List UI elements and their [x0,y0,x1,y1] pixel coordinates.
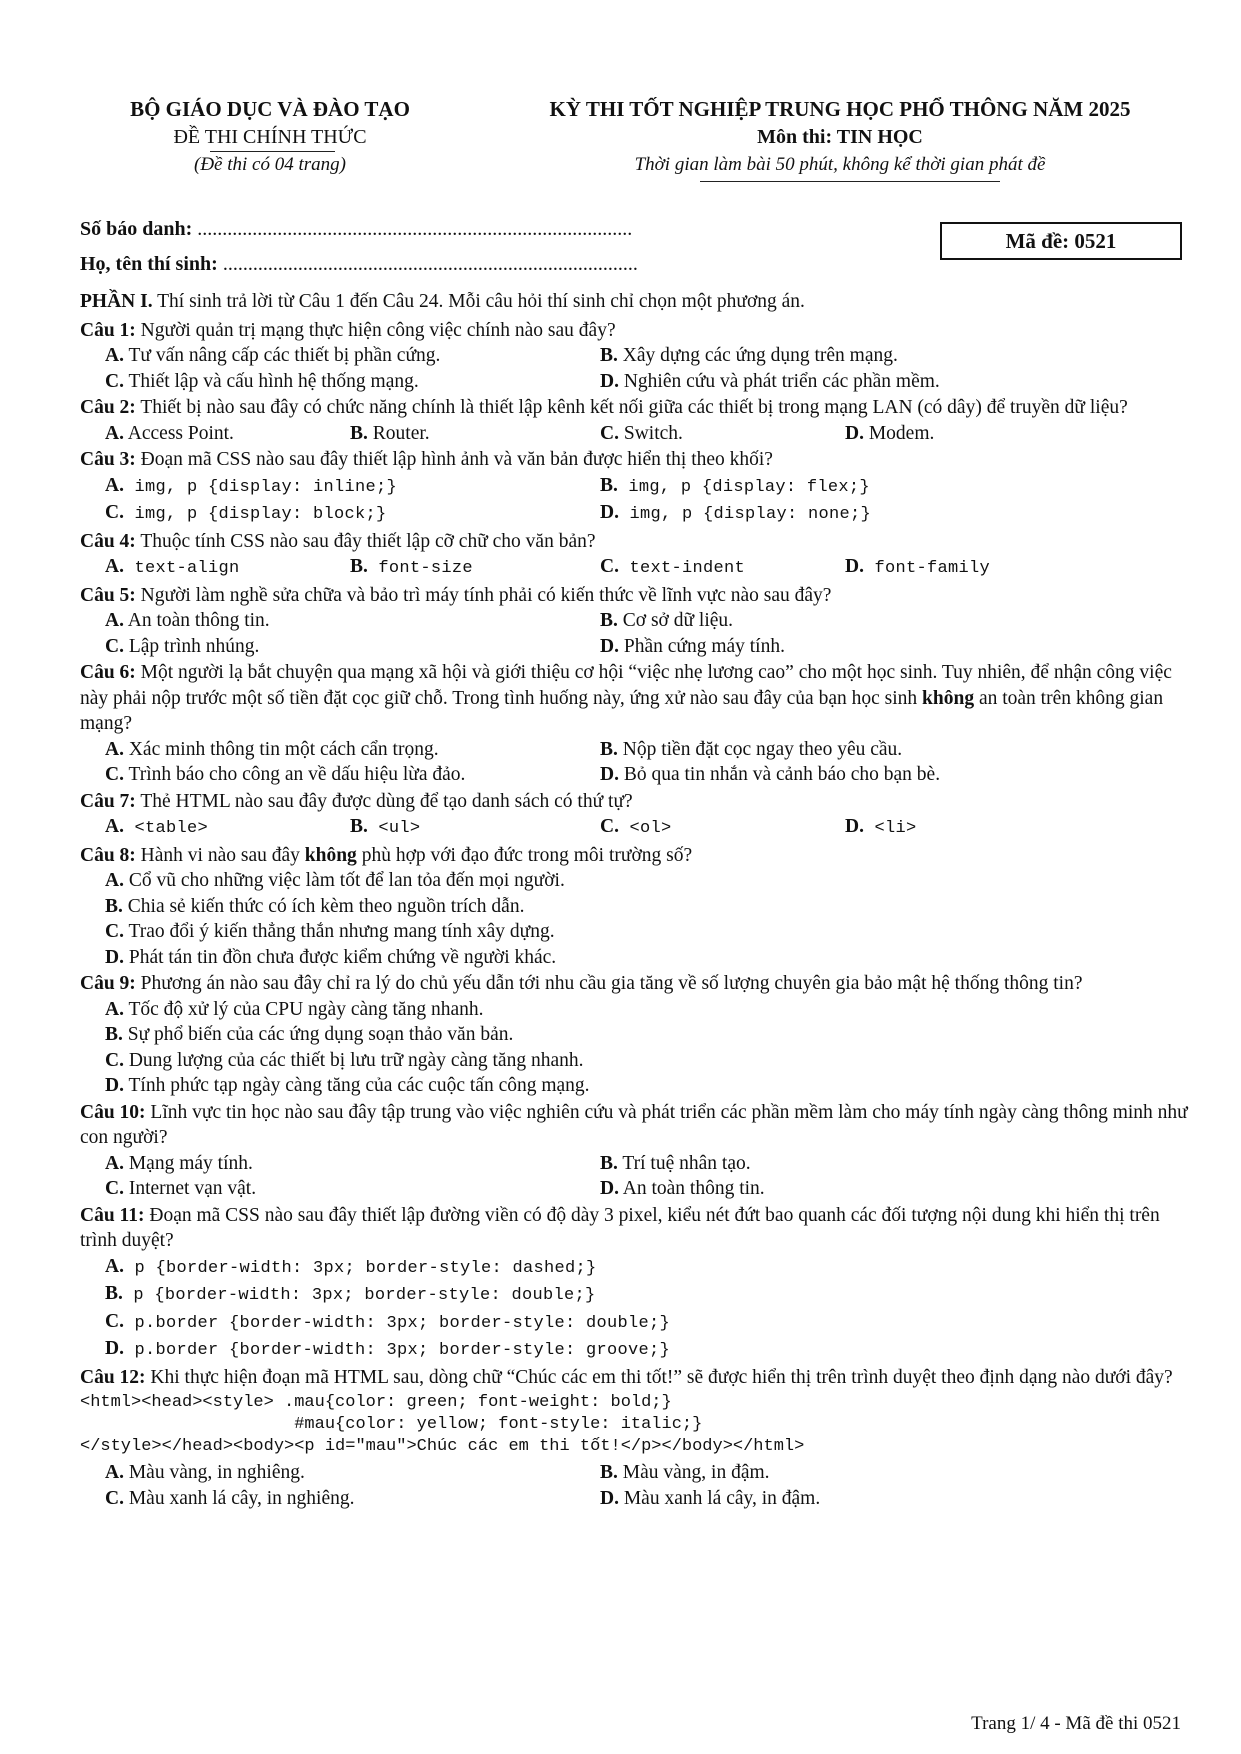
answer-option [105,1048,1105,1074]
option-letter: C. [600,422,619,444]
answer-option [105,1309,1105,1337]
option-text: text-align [123,559,240,578]
option-text: <ul> [367,819,421,838]
option-text: Màu vàng, in nghiêng. [123,1462,305,1483]
option-text: Internet vạn vật. [123,1178,257,1199]
option-letter: A. [105,345,124,366]
answer-option [105,814,350,842]
options-grid [80,473,1190,528]
exam-code-label: Mã đề: [1005,228,1070,253]
question-stem [80,529,1190,555]
option-text: Phát tán tin đồn chưa được kiểm chứng về người khác. [123,946,557,968]
answer-option [105,473,600,501]
question-text: Khi thực hiện đoạn mã HTML sau, dòng chữ “Chúc các em thi tốt!” sẽ được hiển thị trên trình duyệt theo định dạng nào dưới đây? [145,1366,1173,1388]
answer-option [600,608,1100,634]
option-text: img, p {display: none;} [618,505,872,524]
option-letter: C. [105,635,124,657]
option-text: <li> [863,819,917,838]
question-text: Phương án nào sau đây chỉ ra lý do chủ yếu dẫn tới nhu cầu gia tăng về số lượng chuyên gia bảo mật hệ thống thông tin? [135,973,1083,994]
question-emphasis: không [304,844,357,866]
question-stem [80,1100,1190,1151]
answer-option [600,343,1100,369]
option-letter: D. [600,502,619,523]
question-stem [80,660,1190,737]
option-text: Trao đổi ý kiến thẳng thắn nhưng mang tính xây dựng. [123,921,555,942]
option-letter: B. [600,610,618,631]
option-text: An toàn thông tin. [618,1178,765,1199]
question-number: Câu 9: [80,973,136,994]
option-text: Trình báo cho công an về dấu hiệu lừa đảo. [123,764,466,785]
question-stem [80,789,1190,815]
option-text: Bỏ qua tin nhắn và cảnh báo cho bạn bè. [618,764,941,785]
option-letter: B. [350,816,368,837]
ministry-name: BỘ GIÁO DỤC VÀ ĐÀO TẠO [130,97,410,121]
question [80,583,1190,660]
exam-title: KỲ THI TỐT NGHIỆP TRUNG HỌC PHỔ THÔNG NĂM 2025 [549,97,1131,121]
question-number: Câu 10: [80,1101,146,1123]
option-text: Thiết lập và cấu hình hệ thống mạng. [123,370,419,392]
question [80,1365,1190,1512]
option-letter: C. [105,502,124,523]
option-text: Màu vàng, in đậm. [617,1462,770,1483]
option-text: Xây dựng các ứng dụng trên mạng. [617,345,898,366]
option-text: p.border {border-width: 3px; border-style: groove;} [123,1341,671,1360]
answer-option [845,554,1095,582]
question-text: Thiết bị nào sau đây có chức năng chính là thiết lập kênh kết nối giữa các thiết bị trong mạng LAN (có dây) để truyền dữ liệu? [135,397,1128,418]
question-stem [80,318,1190,344]
answer-option [105,554,350,582]
option-letter: D. [600,1178,619,1199]
option-letter: B. [600,474,618,496]
answer-option [600,473,1100,501]
question-number: Câu 2: [80,397,136,418]
option-letter: C. [600,816,619,837]
option-letter: D. [845,816,864,837]
question-emphasis: không [922,687,975,709]
part-instruction: Thí sinh trả lời từ Câu 1 đến Câu 24. Mỗi câu hỏi thí sinh chỉ chọn một phương án. [152,291,805,312]
question-stem [80,843,1190,869]
option-letter: A. [105,474,124,496]
exam-type: ĐỀ THI CHÍNH THỨC [173,126,367,148]
question [80,971,1190,1099]
option-letter: B. [600,1462,618,1483]
option-letter: B. [105,1283,123,1304]
answer-option [105,919,1105,945]
option-text: Modem. [863,422,935,444]
option-letter: A. [105,422,124,444]
options-grid [80,868,1190,970]
option-text: Router. [367,422,430,444]
option-letter: A. [105,556,124,577]
question-text: Hành vi nào sau đây [135,844,305,866]
header-divider-right [700,181,1000,182]
question-text: Thẻ HTML nào sau đây được dùng để tạo danh sách có thứ tự? [135,790,633,812]
option-text: Chia sẻ kiến thức có ích kèm theo nguồn trích dẫn. [122,895,525,917]
option-text: Dung lượng của các thiết bị lưu trữ ngày càng tăng nhanh. [123,1049,584,1071]
answer-option [600,1176,1100,1202]
options-grid [80,997,1190,1099]
options-grid [80,1151,1190,1202]
answer-option [105,945,1105,971]
question-number: Câu 3: [80,449,136,470]
options-grid [80,1460,1190,1511]
option-letter: D. [600,370,619,392]
question-number: Câu 1: [80,319,136,341]
option-text: Màu xanh lá cây, in đậm. [618,1487,821,1509]
option-text: Xác minh thông tin một cách cẩn trọng. [123,738,439,760]
answer-option [600,737,1100,763]
answer-option [105,369,600,395]
answer-option [105,868,1105,894]
time-note: Thời gian làm bài 50 phút, không kể thời gian phát đề [634,154,1046,175]
option-text: Sự phổ biến của các ứng dụng soạn thảo văn bản. [122,1024,514,1045]
option-letter: D. [600,764,619,785]
answer-option [600,369,1100,395]
part-heading [80,289,1190,315]
question-number: Câu 5: [80,584,136,606]
option-text: Cổ vũ cho những việc làm tốt để lan tỏa đến mọi người. [123,870,565,891]
options-grid [80,343,1190,394]
option-text: p.border {border-width: 3px; border-style: double;} [123,1313,671,1333]
question-text: Người quản trị mạng thực hiện công việc chính nào sau đây? [135,319,616,341]
candidate-name-label: Họ, tên thí sinh: [80,253,218,275]
option-text: font-size [367,559,473,578]
question-text: Thuộc tính CSS nào sau đây thiết lập cỡ chữ cho văn bản? [135,530,596,552]
option-letter: D. [105,1338,124,1359]
question [80,395,1190,446]
question-text: Đoạn mã CSS nào sau đây thiết lập hình ảnh và văn bản được hiển thị theo khối? [135,449,773,470]
option-letter: C. [105,1310,124,1332]
answer-option [105,1176,600,1202]
option-letter: A. [105,1462,124,1483]
question [80,789,1190,842]
question-number: Câu 4: [80,530,136,552]
answer-option [105,343,600,369]
option-letter: B. [350,556,368,577]
option-text: Phần cứng máy tính. [618,635,785,657]
option-letter: A. [105,738,124,760]
option-letter: B. [600,1152,618,1174]
answer-option [105,608,600,634]
question [80,1203,1190,1364]
ministry-header [100,95,440,179]
options-grid [80,1254,1190,1364]
question [80,318,1190,395]
answer-option [105,894,1105,920]
options-grid [80,421,1190,447]
option-text: An toàn thông tin. [123,610,270,631]
option-text: <table> [123,819,208,838]
option-letter: A. [105,816,124,837]
answer-option [105,1022,1105,1048]
answer-option [600,421,845,447]
option-letter: C. [105,764,124,785]
option-text: Switch. [618,422,683,444]
candidate-id-field [80,218,632,241]
option-letter: D. [105,946,124,968]
header-divider-left [210,151,335,152]
answer-option [105,634,600,660]
option-letter: A. [105,870,124,891]
answer-option [105,1336,1105,1364]
code-snippet: <html><head><style> .mau{color: green; font-weight: bold;} #mau{color: yellow; font-style: italic;} </style></head><body><p id="mau">Chúc các em thi tốt!</p></body></html> [80,1393,805,1456]
option-text: Trí tuệ nhân tạo. [617,1152,751,1174]
answer-option [600,814,845,842]
part-label: PHẦN I. [80,291,153,312]
option-letter: C. [105,1049,124,1071]
answer-option [600,1486,1100,1512]
question-text: Đoạn mã CSS nào sau đây thiết lập đường viền có độ dày 3 pixel, kiểu nét đứt bao quanh các đối tượng nội dung khi hiển thị trên trình duyệt? [80,1204,1160,1251]
option-letter: C. [600,556,619,577]
answer-option [350,554,600,582]
exam-code-box [940,222,1182,260]
options-grid [80,554,1190,582]
option-letter: A. [105,1255,124,1277]
subject: Môn thi: TIN HỌC [757,126,923,148]
question-text-continued: an toàn trên không gian mạng? [80,687,1164,734]
answer-option [600,554,845,582]
question-number: Câu 7: [80,790,136,812]
answer-option [600,1460,1100,1486]
option-letter: C. [105,1178,124,1199]
option-letter: C. [105,1487,124,1509]
option-letter: C. [105,370,124,392]
option-text: img, p {display: inline;} [123,477,398,497]
question [80,660,1190,788]
option-letter: A. [105,1152,124,1174]
answer-option [600,1151,1100,1177]
option-text: Màu xanh lá cây, in nghiêng. [123,1487,355,1509]
question-text: Người làm nghề sửa chữa và bảo trì máy tính phải có kiến thức về lĩnh vực nào sau đây? [135,584,832,606]
answer-option [845,814,1095,842]
option-letter: D. [845,556,864,577]
question-stem [80,1365,1190,1391]
option-text: Nộp tiền đặt cọc ngay theo yêu cầu. [617,738,903,760]
question-text-continued: phù hợp với đạo đức trong môi trường số? [356,844,693,866]
option-text: Cơ sở dữ liệu. [617,610,734,631]
option-letter: D. [105,1075,124,1096]
option-text: Access Point. [123,422,234,444]
option-letter: B. [105,895,123,917]
answer-option [600,762,1100,788]
options-grid [80,737,1190,788]
option-text: <ol> [618,819,672,838]
answer-option [105,1254,1105,1282]
questions-section [80,289,1190,1511]
question [80,843,1190,971]
option-letter: B. [600,738,618,760]
options-grid [80,608,1190,659]
question-stem [80,583,1190,609]
answer-option [105,421,350,447]
candidate-name-field [80,253,638,276]
question [80,447,1190,528]
option-text: p {border-width: 3px; border-style: dashed;} [123,1258,597,1278]
question-stem [80,971,1190,997]
answer-option [600,634,1100,660]
page-footer: Trang 1/ 4 - Mã đề thi 0521 [971,1713,1181,1734]
question [80,1100,1190,1202]
option-letter: D. [600,635,619,657]
option-text: img, p {display: block;} [123,505,387,524]
question-stem [80,1203,1190,1254]
pages-note: (Đề thi có 04 trang) [194,154,346,175]
question [80,529,1190,582]
candidate-id-dots: ....................................................................................... [197,218,633,240]
answer-option [600,500,1100,528]
answer-option [845,421,1095,447]
question-stem [80,395,1190,421]
answer-option [105,1281,1105,1309]
option-letter: A. [105,998,124,1020]
candidate-name-dots: ................................................................................... [222,253,638,275]
question-stem [80,447,1190,473]
answer-option [105,1073,1105,1099]
question-text: Một người lạ bắt chuyện qua mạng xã hội và giới thiệu cơ hội “việc nhẹ lương cao” cho một học sinh. Tuy nhiên, để nhận công việc này phải nộp trước một số tiền đặt cọc giữ chỗ. Trong tình huống này, ứng xử nào sau đây của bạn học sinh [80,662,1172,709]
option-letter: A. [105,610,124,631]
option-text: Lập trình nhúng. [123,635,260,657]
option-letter: C. [105,921,124,942]
option-text: p {border-width: 3px; border-style: double;} [122,1286,596,1305]
option-text: text-indent [618,559,745,578]
option-letter: D. [845,422,864,444]
option-text: Nghiên cứu và phát triển các phần mềm. [618,370,940,392]
question-number: Câu 6: [80,662,136,683]
answer-option [105,500,600,528]
option-text: Mạng máy tính. [123,1152,253,1174]
answer-option [105,1151,600,1177]
option-text: Tính phức tạp ngày càng tăng của các cuộc tấn công mạng. [123,1075,590,1096]
option-text: Tư vấn nâng cấp các thiết bị phần cứng. [123,345,441,366]
question-number: Câu 11: [80,1204,145,1226]
option-letter: B. [350,422,368,444]
answer-option [105,737,600,763]
answer-option [350,814,600,842]
answer-option [105,1486,600,1512]
options-grid [80,814,1190,842]
candidate-id-label: Số báo danh: [80,218,193,240]
answer-option [350,421,600,447]
option-letter: B. [105,1024,123,1045]
question-number: Câu 8: [80,844,136,866]
option-text: img, p {display: flex;} [617,477,870,497]
answer-option [105,997,1105,1023]
question-number: Câu 12: [80,1366,146,1388]
answer-option [105,762,600,788]
option-letter: B. [600,345,618,366]
option-letter: D. [600,1487,619,1509]
question-list [80,318,1190,1512]
question-text: Lĩnh vực tin học nào sau đây tập trung vào việc nghiên cứu và phát triển các phần mềm làm cho máy tính ngày càng thông minh như con người? [80,1101,1188,1148]
option-text: font-family [863,559,990,578]
answer-option [105,1460,600,1486]
option-text: Tốc độ xử lý của CPU ngày càng tăng nhanh. [123,998,484,1020]
exam-header [500,95,1180,179]
exam-code-value: 0521 [1074,228,1117,253]
